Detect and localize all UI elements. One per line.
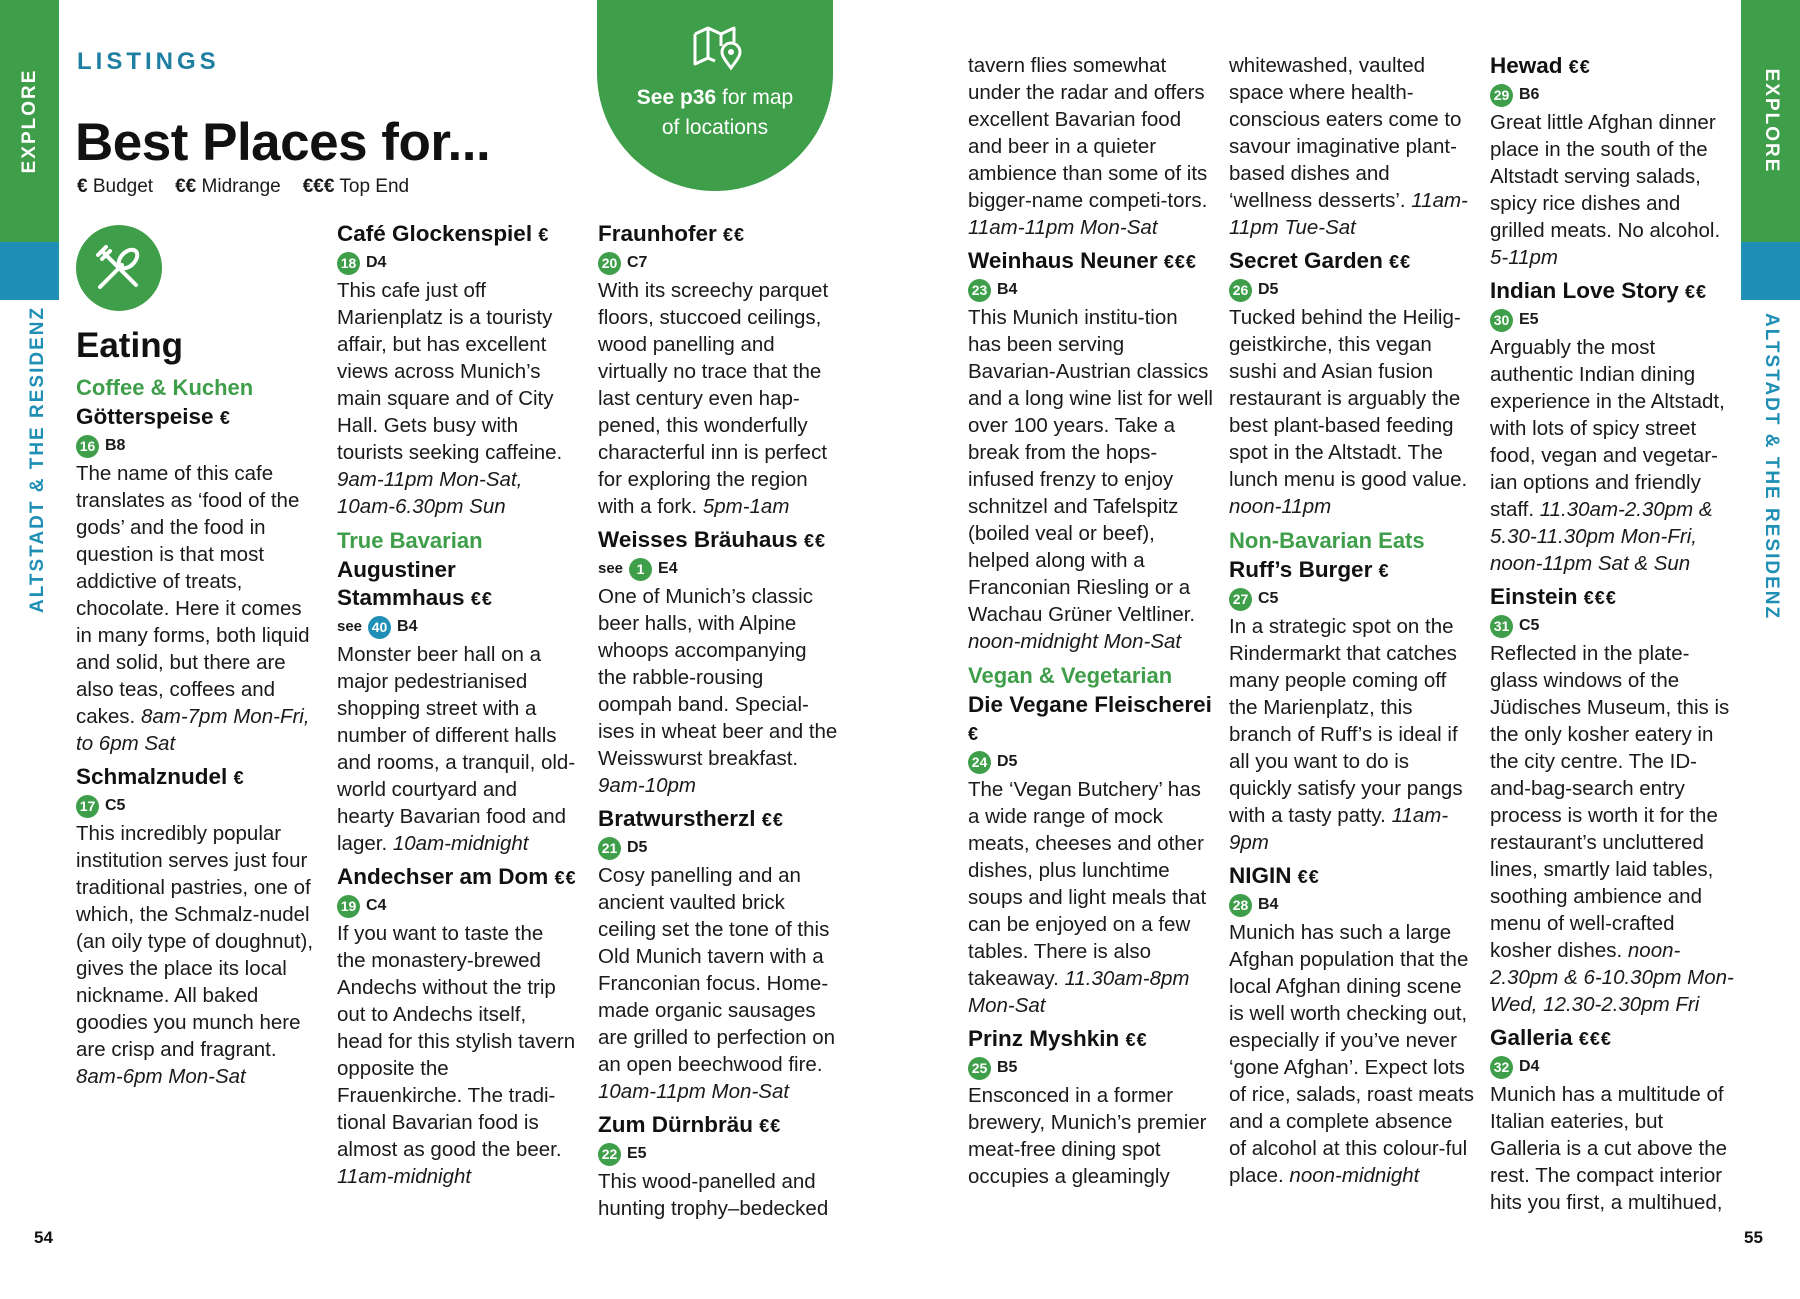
listing-entry: [598, 805, 838, 1105]
listing-name: [598, 1111, 838, 1140]
map-number-badge: 27: [1229, 588, 1252, 611]
listing-name: [1490, 1024, 1735, 1053]
description-text: Tucked behind the Heilig-geistkirche, this vegan sushi and Asian fusion restaurant is arguably the best plant-based feeding spot in the Altstadt. The lunch menu is good value.: [1229, 306, 1468, 491]
map-number-badge: 22: [598, 1143, 621, 1166]
listing-title: Café Glockenspiel: [337, 221, 533, 246]
side-tab-explore-left: [0, 0, 59, 242]
map-number-badge: 16: [76, 435, 99, 458]
description-text: Arguably the most authentic Indian dining experience in the Altstadt, with lots of spicy street food, vegan and vegetar-ian options and friendly staff.: [1490, 336, 1725, 521]
price-indicator: €€: [554, 868, 577, 888]
price-symbol: €€: [175, 176, 197, 197]
map-note-line2: of locations: [661, 116, 769, 139]
see-label: see: [598, 560, 624, 577]
description-text: whitewashed, vaulted space where health-conscious eaters come to savour imaginative plant-based dishes and ‘wellness desserts’.: [1229, 54, 1462, 212]
listing-description: [598, 862, 838, 1105]
opening-hours: 9am-11pm Mon-Sat, 10am-6.30pm Sun: [337, 468, 523, 518]
grid-reference: C7: [627, 254, 648, 271]
map-reference: [337, 613, 577, 641]
listing-title: Hewad: [1490, 53, 1563, 78]
grid-reference: D5: [627, 839, 648, 856]
map-reference: [337, 892, 577, 920]
description-text: Munich has a multitude of Italian eateries, but Galleria is a cut above the rest. The compact interior hits you first, a multihued,: [1490, 1083, 1728, 1214]
side-tab-explore-right: [1741, 0, 1800, 242]
listing-column-3: [598, 220, 838, 1228]
listing-description: [598, 277, 838, 520]
listing-title: Secret Garden: [1229, 248, 1383, 273]
listing-description: [968, 1082, 1213, 1190]
price-indicator: €€€: [1163, 252, 1197, 272]
listing-entry: [598, 1111, 838, 1222]
price-indicator: €€: [1297, 867, 1320, 887]
description-text: Monster beer hall on a major pedestrianised shopping street with a number of different halls and rooms, a tranquil, old-world courtyard and hearty Bavarian food and lager.: [337, 643, 576, 855]
price-indicator: €: [968, 724, 980, 744]
map-number-badge: 1: [629, 558, 652, 581]
opening-hours: 11am-11pm Tue-Sat: [1229, 189, 1468, 239]
description-text: Great little Afghan dinner place in the south of the Altstadt serving salads, spicy rice dishes and grilled meats. No alcohol.: [1490, 111, 1721, 242]
listing-name: [337, 556, 577, 613]
price-indicator: €€: [759, 1116, 782, 1136]
price-indicator: €€: [470, 589, 493, 609]
listing-title: Ruff’s Burger: [1229, 557, 1373, 582]
map-number-badge: 17: [76, 795, 99, 818]
map-number-badge: 29: [1490, 84, 1513, 107]
listing-description: [337, 920, 577, 1190]
listing-name: [598, 526, 838, 555]
map-number-badge: 23: [968, 279, 991, 302]
legend-label: Top End: [339, 176, 410, 197]
side-tab-section-right: [1741, 242, 1800, 300]
map-reference: [1490, 1053, 1735, 1081]
fork-knife-icon: [76, 225, 162, 311]
description-text: If you want to taste the the monastery-brewed Andechs without the trip out to Andechs itself, head for this stylish tavern opposite the Frauenkirche. The tradi-tional Bavarian food is almost as good the beer.: [337, 922, 576, 1161]
listing-description: [968, 52, 1213, 241]
description-text: The ‘Vegan Butchery’ has a wide range of mock meats, cheeses and other dishes, plus lunchtime soups and light meals that can be enjoyed on a few tables. There is also takeaway.: [968, 778, 1207, 990]
subheading: Non-Bavarian Eats: [1229, 528, 1425, 553]
listing-name: [337, 863, 577, 892]
listing-description: [337, 641, 577, 857]
listing-entry: [968, 247, 1213, 655]
listing-entry: [1490, 583, 1735, 1018]
opening-hours: 9am-10pm: [598, 774, 696, 797]
map-reference-badge[interactable]: [597, 0, 833, 191]
map-number-badge: 32: [1490, 1056, 1513, 1079]
map-number-badge: 31: [1490, 615, 1513, 638]
listing-title: Galleria: [1490, 1025, 1573, 1050]
listing-title: Bratwurstherzl: [598, 806, 756, 831]
grid-reference: C4: [366, 897, 387, 914]
listing-entry: [1229, 862, 1474, 1189]
price-indicator: €€€: [1583, 588, 1617, 608]
opening-hours: 5pm-1am: [702, 495, 790, 518]
price-indicator: €€: [1125, 1030, 1148, 1050]
listing-description: [968, 304, 1213, 655]
description-text: Cosy panelling and an ancient vaulted brick ceiling set the tone of this Old Munich tavern with a Franconian focus. Home-made organic sausages are grilled to perfection on an open beechwood fire.: [598, 864, 836, 1076]
listing-entry: [1229, 247, 1474, 520]
description-text: This cafe just off Marienplatz is a touristy affair, but has excellent views across Munich’s main square and of City Hall. Gets busy with tourists seeking caffeine.: [337, 279, 563, 464]
listing-continuation: [968, 52, 1213, 241]
listing-title: Indian Love Story: [1490, 278, 1679, 303]
listing-column-5: [1229, 52, 1474, 1195]
map-pin-icon: [691, 22, 743, 74]
listing-name: [76, 763, 316, 792]
listing-title: Fraunhofer: [598, 221, 717, 246]
description-text: tavern flies somewhat under the radar and offers excellent Bavarian food and beer in a quieter ambience than some of its bigger-name competi-tors.: [968, 54, 1208, 212]
map-reference: [1229, 276, 1474, 304]
opening-hours: 10am-midnight: [392, 832, 529, 855]
description-text: This incredibly popular institution serves just four traditional pastries, one of which, the Schmalz-nudel (an oily type of doughnut), gives the place its local nickname. All baked goodies you munch here are crisp and fragrant.: [76, 822, 314, 1061]
price-indicator: €€: [723, 225, 746, 245]
grid-reference: D4: [1519, 1058, 1540, 1075]
map-reference: [598, 249, 838, 277]
listing-description: [598, 583, 838, 799]
listing-description: [1490, 109, 1735, 271]
listing-entry: [337, 863, 577, 1190]
price-indicator: €€: [1389, 252, 1412, 272]
price-indicator: €: [219, 408, 231, 428]
opening-hours: 8am-7pm Mon-Fri, to 6pm Sat: [76, 705, 310, 755]
map-reference: [598, 834, 838, 862]
opening-hours: 11am-midnight: [337, 1165, 472, 1188]
listing-description: [1490, 334, 1735, 577]
price-indicator: €€: [761, 810, 784, 830]
map-number-badge: 30: [1490, 309, 1513, 332]
legend-item: [175, 176, 281, 198]
listing-entry: [968, 1025, 1213, 1190]
legend-item: [303, 176, 409, 198]
opening-hours: noon-midnight Mon-Sat: [968, 630, 1182, 653]
subheading: True Bavarian: [337, 528, 483, 553]
grid-reference: B8: [105, 437, 126, 454]
legend-item: [77, 176, 153, 198]
listing-description: [1229, 919, 1474, 1189]
listing-title: Zum Dürnbräu: [598, 1112, 753, 1137]
map-reference: [76, 432, 316, 460]
map-number-badge: 19: [337, 895, 360, 918]
listing-name: [1490, 52, 1735, 81]
eating-badge: [76, 225, 162, 311]
description-text: Reflected in the plate-glass windows of the Jüdisches Museum, this is the only kosher eatery in the city centre. The ID-and-bag-search entry process is worth it for the restaurant’s uncluttered lines, smartly laid tables, soothing ambience and menu of well-crafted kosher dishes.: [1490, 642, 1730, 962]
map-reference: [1229, 891, 1474, 919]
listing-title: Einstein: [1490, 584, 1578, 609]
listing-column-6: [1490, 52, 1735, 1222]
legend-label: Budget: [92, 176, 154, 197]
listing-title: Andechser am Dom: [337, 864, 549, 889]
price-symbol: €€€: [302, 176, 335, 197]
description-text: The name of this cafe translates as ‘food of the gods’ and the food in question is that most addictive of treats, chocolate. Here it comes in many forms, both liquid and solid, but there are also teas, coffees and cakes.: [76, 462, 310, 728]
listing-description: [968, 776, 1213, 1019]
see-label: see: [337, 618, 363, 635]
listing-entry: [76, 403, 316, 757]
map-reference: [1490, 306, 1735, 334]
description-text: Munich has such a large Afghan population that the local Afghan dining scene is well worth checking out, especially if you’ve never ‘gone Afghan’. Expect lots of rice, salads, roast meats and a complete absence of alcohol at this colour-ful place.: [1229, 921, 1474, 1187]
map-reference: [968, 276, 1213, 304]
opening-hours: 5-11pm: [1490, 246, 1558, 269]
map-number-badge: 28: [1229, 894, 1252, 917]
side-tab-section-left: [0, 242, 59, 300]
listing-title: NIGIN: [1229, 863, 1292, 888]
page-number-left: 54: [34, 1228, 53, 1247]
section-title: Eating: [76, 326, 183, 365]
listing-description: [1490, 640, 1735, 1018]
listing-name: [1490, 583, 1735, 612]
price-indicator: €€: [1685, 282, 1708, 302]
listing-description: [1229, 613, 1474, 856]
listing-entry: [337, 556, 577, 857]
subheading: Vegan & Vegetarian: [968, 663, 1173, 688]
listing-title: Die Vegane Fleischerei: [968, 692, 1212, 717]
map-note-page: See p36: [636, 86, 717, 109]
grid-reference: D5: [1258, 281, 1279, 298]
listing-name: [968, 1025, 1213, 1054]
map-number-badge: 18: [337, 252, 360, 275]
map-number-badge: 20: [598, 252, 621, 275]
listing-name: [76, 403, 316, 432]
subheading: Coffee & Kuchen: [76, 375, 254, 400]
listing-description: [1229, 52, 1474, 241]
opening-hours: noon-midnight: [1289, 1164, 1420, 1187]
map-reference: [968, 748, 1213, 776]
listing-name: [337, 220, 577, 249]
description-text: This wood-panelled and hunting trophy–bedecked: [598, 1170, 829, 1220]
opening-hours: 11.30am-8pm Mon-Sat: [968, 967, 1190, 1017]
listing-name: [1490, 277, 1735, 306]
price-indicator: €€: [803, 531, 826, 551]
listing-description: [598, 1168, 838, 1222]
map-number-badge: 24: [968, 751, 991, 774]
map-reference: [76, 792, 316, 820]
description-text: In a strategic spot on the Rindermarkt that catches many people coming off the Marienplatz, this branch of Ruff’s is ideal if all you want to do is quickly satisfy your pangs with a tasty patty.: [1229, 615, 1463, 827]
opening-hours: 11am-11pm Mon-Sat: [968, 216, 1158, 239]
map-number-badge: 25: [968, 1057, 991, 1080]
map-reference: [598, 555, 838, 583]
listing-column-1: [76, 373, 316, 1096]
listing-entry: [598, 526, 838, 799]
listing-title: Weinhaus Neuner: [968, 248, 1158, 273]
map-number-badge: 26: [1229, 279, 1252, 302]
opening-hours: 8am-6pm Mon-Sat: [76, 1065, 246, 1088]
listing-entry: [598, 220, 838, 520]
listing-description: [1229, 304, 1474, 520]
map-reference: [337, 249, 577, 277]
opening-hours: noon-11pm: [1229, 495, 1332, 518]
listing-entry: [1229, 556, 1474, 856]
legend-label: Midrange: [201, 176, 281, 197]
map-number-badge: 40: [368, 616, 391, 639]
page-number-right: 55: [1744, 1228, 1763, 1247]
map-note-rest: for map: [716, 86, 794, 109]
opening-hours: 11.30am-2.30pm & 5.30-11.30pm Mon-Fri, noon-11pm Sat & Sun: [1490, 498, 1713, 575]
listing-title: Götterspeise: [76, 404, 214, 429]
map-reference: [1490, 81, 1735, 109]
map-reference: [598, 1140, 838, 1168]
listing-entry: [76, 763, 316, 1090]
listing-entry: [1490, 52, 1735, 271]
grid-reference: B5: [997, 1059, 1018, 1076]
listing-name: [598, 805, 838, 834]
grid-reference: E5: [627, 1145, 647, 1162]
price-indicator: €€€: [1578, 1029, 1612, 1049]
listing-entry: [337, 220, 577, 520]
map-reference: [968, 1054, 1213, 1082]
listing-name: [968, 247, 1213, 276]
description-text: Ensconced in a former brewery, Munich’s premier meat-free dining spot occupies a gleamingly: [968, 1084, 1207, 1188]
description-text: This Munich institu-tion has been serving Bavarian-Austrian classics and a long wine list for well over 100 years. Take a break from the hops-infused frenzy to enjoy schnitzel and Tafelspitz (boiled veal or beef), helped along with a Franconian Riesling or a Wachau Grüner Veltliner.: [968, 306, 1213, 626]
side-section-label-left: ALTSTADT & THE RESIDENZ: [27, 305, 48, 613]
opening-hours: 11am-9pm: [1229, 804, 1449, 854]
description-text: With its screechy parquet floors, stuccoed ceilings, wood panelling and virtually no trace that the last century even hap-pened, this wonderfully characterful inn is perfect for exploring the region with a fork.: [598, 279, 829, 518]
grid-reference: B6: [1519, 86, 1540, 103]
listing-description: [76, 820, 316, 1090]
price-indicator: €€: [1568, 57, 1591, 77]
grid-reference: C5: [105, 797, 126, 814]
grid-reference: E4: [658, 560, 678, 577]
map-note: [597, 83, 833, 143]
listing-entry: [1490, 277, 1735, 577]
listing-title: Weisses Bräuhaus: [598, 527, 798, 552]
grid-reference: B4: [1258, 896, 1279, 913]
listing-name: [598, 220, 838, 249]
listing-entry: [1490, 1024, 1735, 1216]
listing-continuation: [1229, 52, 1474, 241]
opening-hours: 10am-11pm Mon-Sat: [598, 1080, 790, 1103]
listing-title: Augustiner Stammhaus: [337, 557, 465, 610]
listing-name: [1229, 247, 1474, 276]
grid-reference: C5: [1519, 617, 1540, 634]
price-indicator: €: [1378, 561, 1390, 581]
listing-name: [1229, 862, 1474, 891]
listing-description: [1490, 1081, 1735, 1216]
grid-reference: C5: [1258, 590, 1279, 607]
side-section-label-right: ALTSTADT & THE RESIDENZ: [1761, 313, 1782, 621]
listing-description: [337, 277, 577, 520]
price-indicator: €: [538, 225, 550, 245]
listing-title: Prinz Myshkin: [968, 1026, 1120, 1051]
price-legend: [77, 176, 409, 198]
description-text: One of Munich’s classic beer halls, with Alpine whoops accompanying the rabble-rousing oompah band. Special-ises in wheat beer and the Weisswurst breakfast.: [598, 585, 838, 770]
listing-name: [1229, 556, 1474, 585]
grid-reference: D5: [997, 753, 1018, 770]
price-indicator: €: [233, 768, 245, 788]
map-reference: [1229, 585, 1474, 613]
grid-reference: D4: [366, 254, 387, 271]
page-title: Best Places for...: [75, 113, 491, 172]
grid-reference: B4: [397, 618, 418, 635]
map-reference: [1490, 612, 1735, 640]
side-tab-explore-right-label: EXPLORE: [1761, 68, 1782, 174]
section-label: LISTINGS: [77, 48, 220, 75]
listing-entry: [968, 691, 1213, 1019]
price-symbol: €: [77, 176, 88, 197]
map-number-badge: 21: [598, 837, 621, 860]
grid-reference: E5: [1519, 311, 1539, 328]
side-tab-explore-left-label: EXPLORE: [19, 68, 40, 174]
listing-description: [76, 460, 316, 757]
listing-name: [968, 691, 1213, 748]
listing-title: Schmalznudel: [76, 764, 228, 789]
listing-column-4: [968, 52, 1213, 1196]
grid-reference: B4: [997, 281, 1018, 298]
opening-hours: noon-2.30pm & 6-10.30pm Mon-Wed, 12.30-2.30pm Fri: [1490, 939, 1734, 1016]
listing-column-2: [337, 220, 577, 1196]
